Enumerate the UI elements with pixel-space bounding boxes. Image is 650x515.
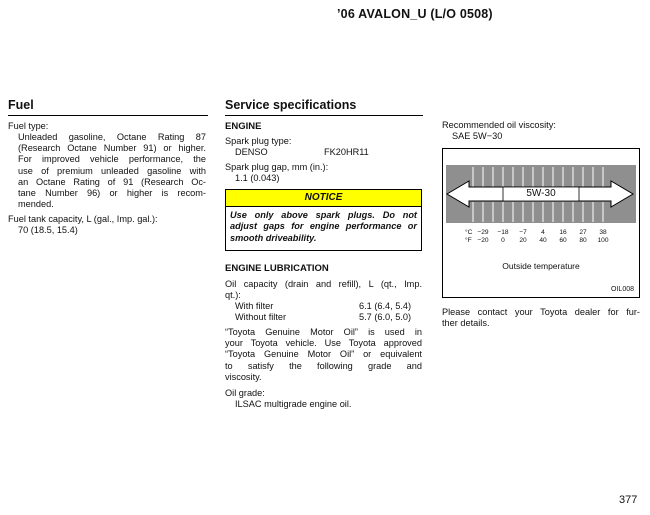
service-section-title: Service specifications <box>225 98 357 112</box>
fuel-section-title: Fuel <box>8 98 34 112</box>
oil-capacity-line: Oil capacity (drain and refill), L (qt., Imp. <box>225 279 422 289</box>
genuine-oil-paragraph <box>225 327 422 383</box>
genuine-oil-line: viscosity. <box>225 371 262 382</box>
celsius-tick: 16 <box>559 229 567 236</box>
recommended-viscosity-value: SAE 5W−30 <box>452 131 503 141</box>
oil-grade-value: ILSAC multigrade engine oil. <box>235 399 352 409</box>
fahrenheit-tick: 0 <box>501 237 505 244</box>
dealer-contact-line: Please contact your Toyota dealer for fur- <box>442 307 640 317</box>
fahrenheit-tick: 100 <box>597 237 609 244</box>
engine-subheading: ENGINE <box>225 121 262 132</box>
celsius-tick: −29 <box>477 229 489 236</box>
engine-lubrication-subheading: ENGINE LUBRICATION <box>225 263 329 274</box>
notice-box <box>225 189 422 251</box>
fuel-type-line: mended. <box>18 199 54 210</box>
notice-label-bar <box>226 190 421 207</box>
figure-code: OIL008 <box>611 286 634 293</box>
viscosity-bar-label: 5W-30 <box>526 188 556 199</box>
fahrenheit-scale <box>443 237 639 245</box>
spark-plug-model: FK20HR11 <box>324 147 369 157</box>
document-header-title: ’06 AVALON_U (L/O 0508) <box>337 7 493 21</box>
with-filter-label: With filter <box>235 301 274 311</box>
celsius-unit-label: °C <box>465 229 473 236</box>
spark-plug-gap-value: 1.1 (0.043) <box>235 173 280 183</box>
fahrenheit-tick: 60 <box>559 237 567 244</box>
fuel-title-rule <box>8 115 208 116</box>
fuel-type-line: For improved vehicle performance, the <box>18 154 206 165</box>
fuel-type-label: Fuel type: <box>8 121 49 131</box>
celsius-tick: 27 <box>579 229 587 236</box>
oil-capacity-label <box>225 279 422 301</box>
recommended-viscosity-label: Recommended oil viscosity: <box>442 120 556 130</box>
notice-text <box>230 210 417 244</box>
viscosity-chart-graphic <box>443 149 639 297</box>
genuine-oil-line: your Toyota vehicle. Use Toyota approved <box>225 338 422 349</box>
fuel-type-line: an Octane Rating of 91 (Research Oc- <box>18 176 206 187</box>
spark-plug-gap-label: Spark plug gap, mm (in.): <box>225 162 329 172</box>
outside-temperature-caption: Outside temperature <box>502 261 580 271</box>
fuel-type-line: Unleaded gasoline, Octane Rating 87 <box>18 132 206 142</box>
fahrenheit-unit-label: °F <box>465 237 472 244</box>
viscosity-figure <box>442 148 640 298</box>
service-title-rule <box>225 115 423 116</box>
fahrenheit-tick: 80 <box>579 237 587 244</box>
notice-line: adjust gaps for engine performance or <box>230 221 417 232</box>
fuel-type-line: (Research Octane Number 91) or higher. <box>18 143 206 154</box>
notice-line: Use only above spark plugs. Do not <box>230 210 417 220</box>
spark-plug-type-label: Spark plug type: <box>225 136 292 146</box>
celsius-tick: 38 <box>599 229 607 236</box>
without-filter-value: 5.7 (6.0, 5.0) <box>359 312 412 322</box>
fahrenheit-tick: −20 <box>477 237 489 244</box>
celsius-tick: 4 <box>541 229 545 236</box>
celsius-tick: −7 <box>519 229 527 236</box>
celsius-scale <box>443 229 639 237</box>
fahrenheit-tick: 20 <box>519 237 527 244</box>
genuine-oil-line: “Toyota Genuine Motor Oil” is used in <box>225 327 422 337</box>
without-filter-label: Without filter <box>235 312 287 322</box>
dealer-contact-note <box>442 307 640 329</box>
genuine-oil-line: “Toyota Genuine Motor Oil” or equivalent <box>225 349 422 360</box>
fuel-tank-capacity-value: 70 (18.5, 15.4) <box>18 225 78 235</box>
fahrenheit-tick: 40 <box>539 237 547 244</box>
notice-line: smooth driveability. <box>230 232 317 243</box>
spark-plug-brand: DENSO <box>235 147 268 157</box>
oil-grade-label: Oil grade: <box>225 388 265 398</box>
page-number: 377 <box>619 494 638 506</box>
fuel-type-description <box>18 132 206 210</box>
notice-label: NOTICE <box>304 192 343 204</box>
dealer-contact-line: ther details. <box>442 318 490 329</box>
fuel-type-line: tane Number 96) or higher is recom- <box>18 188 206 199</box>
fuel-type-line: use of premium unleaded gasoline with <box>18 165 206 176</box>
celsius-tick: −18 <box>497 229 509 236</box>
genuine-oil-line: to satisfy the following grade and <box>225 360 422 371</box>
fuel-tank-capacity-label: Fuel tank capacity, L (gal., Imp. gal.): <box>8 214 158 224</box>
oil-capacity-line: qt.): <box>225 290 241 301</box>
with-filter-value: 6.1 (6.4, 5.4) <box>359 301 412 311</box>
